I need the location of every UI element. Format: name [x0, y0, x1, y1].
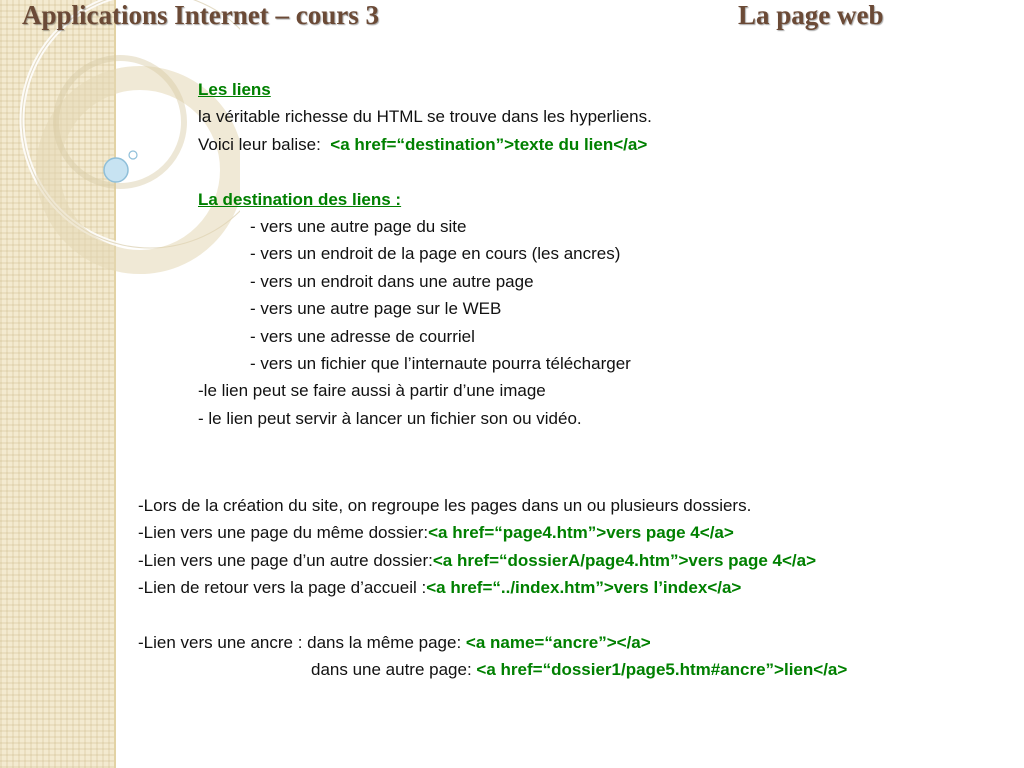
- balise-prefix: Voici leur balise:: [198, 134, 321, 154]
- page-title: Applications Internet – cours 3: [22, 0, 379, 30]
- links-section: [198, 76, 652, 432]
- same-folder-line: [138, 519, 847, 546]
- same-folder-prefix: -Lien vers une page du même dossier:: [138, 523, 429, 543]
- other-folder-line: [138, 547, 847, 574]
- destination-item: - vers un endroit de la page en cours (les ancres): [250, 244, 621, 264]
- destination-item: - vers une autre page du site: [250, 216, 467, 236]
- home-link-line: [138, 574, 847, 601]
- sidebar-texture: [0, 0, 116, 768]
- links-intro: la véritable richesse du HTML se trouve dans les hyperliens.: [198, 107, 652, 127]
- other-folder-code: <a href=“dossierA/page4.htm”>vers page 4</a>: [432, 550, 817, 570]
- anchor-other-code: <a href=“dossier1/page5.htm#ancre”>lien</a>: [476, 660, 848, 680]
- destination-item: - vers une adresse de courriel: [250, 326, 475, 346]
- anchor-code: <a name=“ancre”></a>: [465, 632, 651, 652]
- same-folder-code: <a href=“page4.htm”>vers page 4</a>: [428, 523, 734, 543]
- anchor-line: [138, 629, 847, 656]
- folders-intro: -Lors de la création du site, on regroupe les pages dans un ou plusieurs dossiers.: [138, 496, 752, 515]
- spacer: [198, 158, 652, 185]
- anchor-other-page-line: [138, 656, 847, 683]
- media-link-note: - le lien peut servir à lancer un fichier son ou vidéo.: [198, 408, 582, 428]
- destination-item: - vers un fichier que l’internaute pourra télécharger: [250, 353, 631, 373]
- anchor-prefix: -Lien vers une ancre : dans la même page:: [138, 632, 462, 652]
- folders-section: [138, 492, 847, 684]
- home-link-code: <a href=“../index.htm”>vers l’index</a>: [426, 578, 742, 598]
- page-subtitle: La page web: [738, 0, 884, 30]
- anchor-other-prefix: dans une autre page:: [311, 660, 472, 680]
- destination-item: - vers une autre page sur le WEB: [250, 299, 502, 319]
- balise-code: <a href=“destination”>texte du lien</a>: [330, 134, 648, 154]
- image-link-note: -le lien peut se faire aussi à partir d’une image: [198, 381, 546, 401]
- destination-heading: La destination des liens :: [198, 189, 402, 209]
- links-heading: Les liens: [198, 80, 271, 99]
- spacer: [138, 602, 847, 629]
- other-folder-prefix: -Lien vers une page d’un autre dossier:: [138, 550, 433, 570]
- balise-line: [198, 131, 652, 158]
- home-link-prefix: -Lien de retour vers la page d’accueil :: [138, 578, 427, 598]
- destination-item: - vers un endroit dans une autre page: [250, 271, 534, 291]
